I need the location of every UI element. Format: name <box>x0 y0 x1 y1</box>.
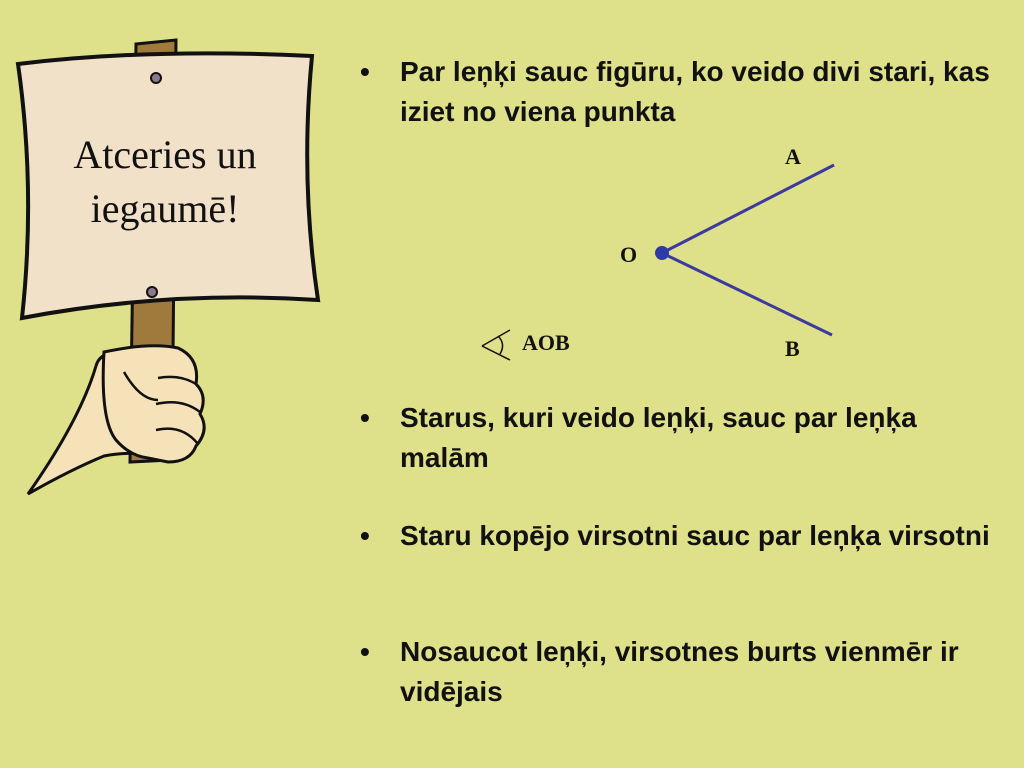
bullet-item <box>360 632 1000 712</box>
bottom-nail-icon <box>147 287 157 297</box>
bullet-marker: • <box>360 636 370 667</box>
bullet-marker: • <box>360 520 370 551</box>
bullet-text: Nosaucot leņķi, virsotnes burts vienmēr ir vidējais <box>400 636 959 707</box>
sign-text <box>40 128 290 236</box>
label-b: B <box>785 336 800 361</box>
bullet-item <box>360 52 1000 132</box>
vertex-point <box>655 246 669 260</box>
bullet-text: Staru kopējo virsotni sauc par leņķa virsotni <box>400 520 990 551</box>
ray-oa <box>662 165 834 253</box>
sign-line-1: Atceries un <box>73 132 257 177</box>
bullet-text: Par leņķi sauc figūru, ko veido divi stari, kas iziet no viena punkta <box>400 56 990 127</box>
label-o: O <box>620 242 638 267</box>
angle-symbol-icon <box>482 330 510 360</box>
sign-line-2: iegaumē! <box>90 186 240 231</box>
bullet-item <box>360 516 1000 556</box>
bullet-text: Starus, kuri veido leņķi, sauc par leņķa malām <box>400 402 917 473</box>
bullet-marker: • <box>360 56 370 87</box>
top-nail-icon <box>151 73 161 83</box>
bullet-item <box>360 398 1000 478</box>
sign-illustration <box>0 0 340 520</box>
ray-ob <box>662 253 832 335</box>
angle-name: AOB <box>522 330 570 355</box>
label-a: A <box>785 144 801 169</box>
bullet-marker: • <box>360 402 370 433</box>
